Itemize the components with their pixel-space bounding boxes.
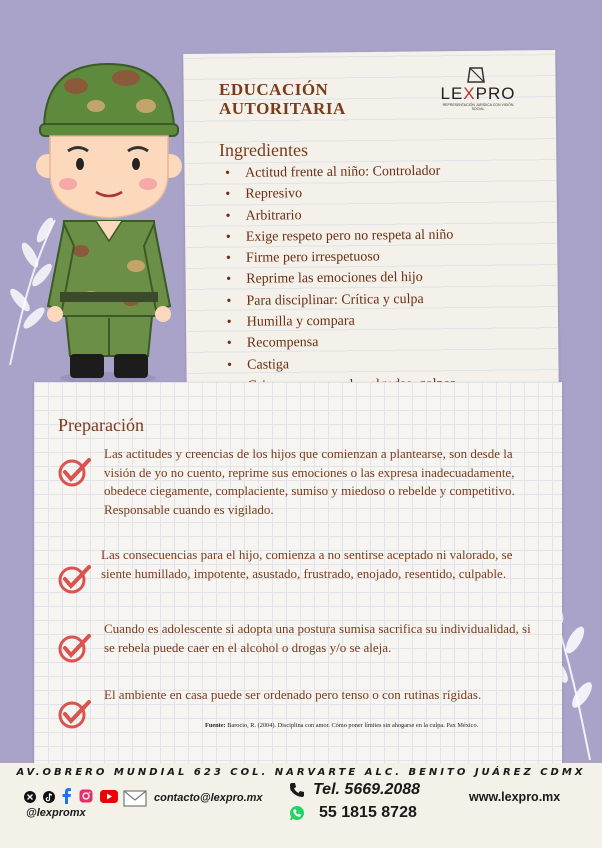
youtube-icon[interactable] [100, 790, 118, 808]
source-citation: Fuente: Barocio, R. (2004). Disciplina con amor. Cómo poner límites sin ahogarse en la culpa. Pax México. [205, 722, 479, 729]
facebook-icon[interactable] [62, 788, 72, 809]
preparation-text: Cuando es adolescente si adopta una postura sumisa sacrifica su individualidad, si se rebela puede caer en el alcohol o drogas y/o se aleja. [104, 621, 531, 655]
website-link[interactable]: www.lexpro.mx [469, 790, 561, 804]
ingredients-list [225, 161, 456, 398]
email-link[interactable]: contacto@lexpro.mx [154, 792, 263, 804]
logo-wordmark: LEXPRO [440, 84, 516, 103]
preparation-text: El ambiente en casa puede ser ordenado pero tenso o con rutinas rígidas. [104, 687, 482, 702]
list-item: • Para disciplinar: Crítica y culpa [226, 291, 424, 309]
instagram-icon[interactable] [79, 789, 93, 808]
ingredients-heading: Ingredientes [219, 140, 308, 160]
list-item: • Reprime las emociones del hijo [226, 270, 423, 288]
phone-icon [289, 782, 305, 798]
logo-mark-icon [466, 66, 486, 84]
list-item: • Recompensa [226, 335, 319, 352]
list-item: • Represivo [225, 186, 303, 203]
x-icon[interactable] [24, 790, 36, 808]
list-item: • Actitud frente al niño: Controlador [225, 163, 441, 181]
page-title [219, 80, 346, 118]
title-line-2: AUTORITARIA [219, 99, 346, 118]
check-icon [58, 633, 92, 663]
list-item: • Firme pero irrespetuoso [225, 249, 380, 267]
preparation-text: Las consecuencias para el hijo, comienza a no sentirse aceptado ni valorado, se siente humillado, impotente, asustado, frustrado, enojado, resentido, culpable. [101, 547, 513, 581]
phone-number[interactable]: Tel. 5669.2088 [313, 781, 421, 798]
check-icon [58, 699, 92, 729]
social-handle[interactable]: @lexpromx [26, 807, 86, 819]
preparation-heading: Preparación [58, 415, 144, 435]
list-item: • Humilla y compara [226, 313, 355, 331]
lexpro-logo [440, 66, 516, 110]
mail-icon [123, 788, 147, 808]
social-icons [24, 788, 121, 806]
tiktok-icon[interactable] [43, 790, 55, 808]
check-icon [58, 457, 92, 487]
logo-tagline: REPRESENTACIÓN JURÍDICA CON VISIÓN SOCIAL [442, 103, 514, 111]
whatsapp-number[interactable]: 55 1815 8728 [319, 804, 417, 821]
title-line-1: EDUCACIÓN [219, 80, 329, 99]
preparation-text: Las actitudes y creencias de los hijos que comienzan a plantearse, son desde la visión de yo no cuento, reprime sus emociones o las expresa inadecuadamente, obedece ciegamente, complaciente, sumiso y miedoso o rebelde y competitivo. Responsable cuando es vigilado. [104, 446, 515, 517]
list-item: • Exige respeto pero no respeta al niño [225, 227, 454, 245]
list-item: • Arbitrario [225, 207, 302, 224]
whatsapp-icon [289, 805, 305, 821]
check-icon [58, 564, 92, 594]
list-item: • Castiga [227, 357, 290, 373]
soldier-illustration [36, 56, 186, 386]
address: AV.OBRERO MUNDIAL 623 COL. NARVARTE ALC. BENITO JUÁREZ CDMX [16, 767, 586, 778]
